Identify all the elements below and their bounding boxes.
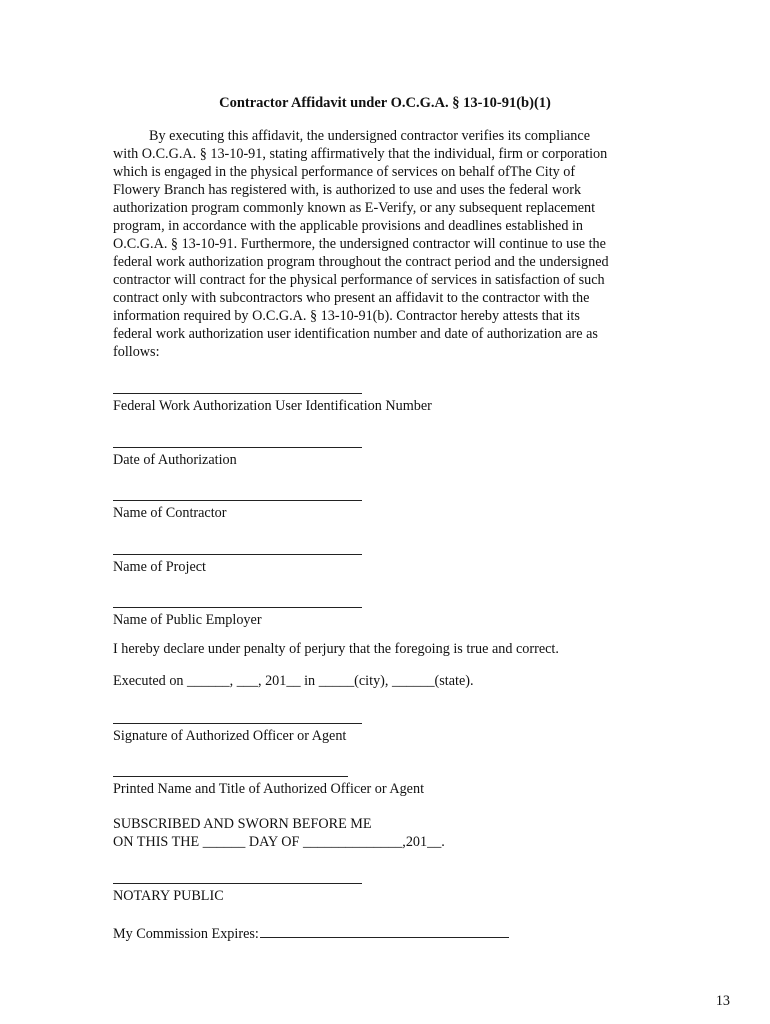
paragraph-line: authorization program commonly known as E-Verify, or any subsequent replacement — [113, 200, 596, 216]
notary-label: NOTARY PUBLIC — [113, 888, 224, 904]
date-label: Date of Authorization — [113, 452, 237, 468]
paragraph-line: with O.C.G.A. § 13-10-91, stating affirmatively that the individual, firm or corporation — [113, 146, 608, 162]
public-employer-field[interactable] — [113, 607, 413, 629]
signature-blank[interactable] — [113, 723, 362, 724]
paragraph-line: information required by O.C.G.A. § 13-10-91(b). Contractor hereby attests that its — [113, 308, 580, 324]
printed-name-blank[interactable] — [113, 776, 348, 777]
executed-on-line[interactable]: Executed on ______, ___, 201__ in _____(city), ______(state). — [113, 673, 474, 689]
employer-blank[interactable] — [113, 607, 362, 608]
contractor-name-field[interactable] — [113, 500, 413, 522]
perjury-declaration: I hereby declare under penalty of perjury that the foregoing is true and correct. — [113, 641, 559, 657]
signature-field[interactable] — [113, 723, 413, 745]
paragraph-line: which is engaged in the physical performance of services on behalf ofThe City of — [113, 164, 576, 180]
paragraph-line: By executing this affidavit, the undersigned contractor verifies its compliance — [149, 128, 590, 144]
paragraph-line: federal work authorization user identification number and date of authorization are as — [113, 326, 598, 342]
printed-name-label: Printed Name and Title of Authorized Officer or Agent — [113, 781, 425, 797]
commission-expires-line[interactable] — [113, 925, 509, 943]
project-name-field[interactable] — [113, 554, 413, 576]
printed-name-field[interactable] — [113, 776, 425, 798]
notary-field[interactable] — [113, 883, 413, 905]
notary-blank[interactable] — [113, 883, 362, 884]
project-label: Name of Project — [113, 559, 206, 575]
project-blank[interactable] — [113, 554, 362, 555]
paragraph-line: federal work authorization program throughout the contract period and the undersigned — [113, 254, 609, 270]
paragraph-line: contract only with subcontractors who present an affidavit to the contractor with the — [113, 290, 590, 306]
document-title: Contractor Affidavit under O.C.G.A. § 13-10-91(b)(1) — [219, 95, 551, 111]
date-blank[interactable] — [113, 447, 362, 448]
date-of-authorization-field[interactable] — [113, 447, 413, 469]
subscribed-sworn-line: SUBSCRIBED AND SWORN BEFORE ME — [113, 816, 372, 832]
day-of-line[interactable]: ON THIS THE ______ DAY OF ______________,201__. — [113, 834, 445, 850]
paragraph-line: O.C.G.A. § 13-10-91. Furthermore, the undersigned contractor will continue to use the — [113, 236, 606, 252]
paragraph-line: contractor will contract for the physical performance of services in satisfaction of such — [113, 272, 605, 288]
affidavit-paragraph — [113, 127, 643, 361]
page-number: 13 — [715, 993, 730, 1009]
paragraph-line: program, in accordance with the applicable provisions and deadlines established in — [113, 218, 584, 234]
signature-label: Signature of Authorized Officer or Agent — [113, 728, 347, 744]
user-id-label: Federal Work Authorization User Identification Number — [113, 398, 432, 414]
contractor-blank[interactable] — [113, 500, 362, 501]
user-id-blank[interactable] — [113, 393, 362, 394]
commission-expires-blank[interactable] — [260, 925, 509, 938]
user-id-field[interactable] — [113, 393, 432, 415]
contractor-label: Name of Contractor — [113, 505, 227, 521]
paragraph-line: Flowery Branch has registered with, is authorized to use and uses the federal work — [113, 182, 582, 198]
paragraph-line: follows: — [113, 344, 160, 360]
commission-expires-label: My Commission Expires: — [113, 926, 259, 942]
employer-label: Name of Public Employer — [113, 612, 262, 628]
